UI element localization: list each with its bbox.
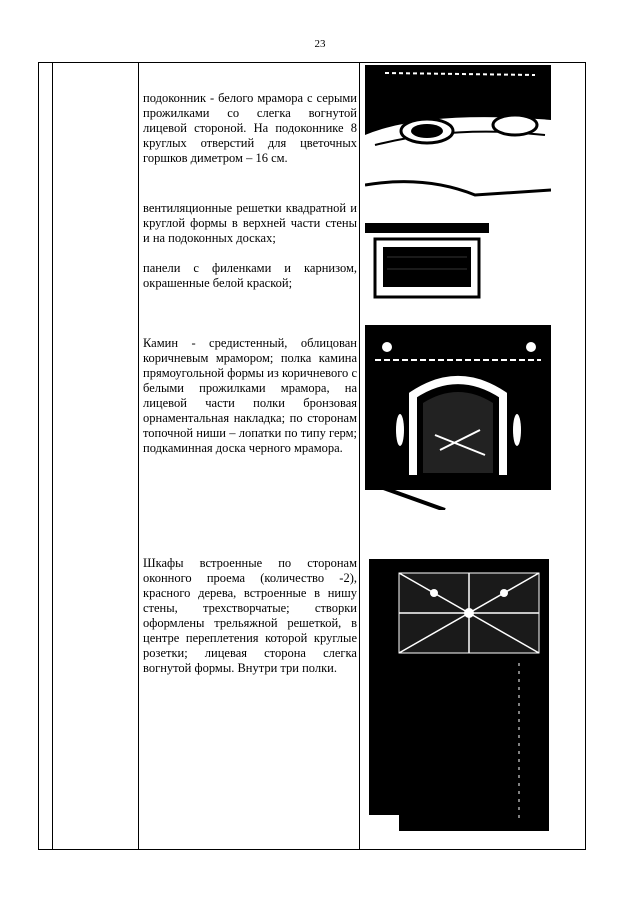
page-number: 23 bbox=[314, 38, 326, 50]
column-divider bbox=[138, 63, 139, 849]
column-divider bbox=[52, 63, 53, 849]
inventory-table bbox=[38, 62, 586, 850]
description-fireplace: Камин - средистенный, облицован коричневым мрамором; полка камина прямоугольной формы из коричневого с белыми прожилками мрамора, на лицевой части полки бронзовая орнаментальная накладка; по сторонам топочной ниши – лопатки по типу герм; подкаминная доска черного мрамора. bbox=[143, 336, 357, 455]
description-wall-panels: панели с филенками и карнизом, окрашенные белой краской; bbox=[143, 261, 357, 290]
window-sill-photo bbox=[365, 65, 551, 210]
fireplace-photo bbox=[365, 325, 551, 510]
description-built-in-cabinets: Шкафы встроенные по сторонам оконного проема (количество -2), красного дерева, встроенные в нишу стены, трехстворчатые; створки оформлены трельяжной решеткой, в центре переплетения которой круглые розетки; лицевая сторона слегка вогнутой формы. Внутри три полки. bbox=[143, 556, 357, 675]
built-in-cabinet-photo bbox=[369, 553, 549, 831]
ventilation-grille-photo bbox=[365, 223, 489, 305]
description-window-sill: подоконник - белого мрамора с серыми прожилками со слегка вогнутой лицевой стороной. На подоконнике 8 круглых отверстий для цветочных горшков диметром – 16 см. bbox=[143, 91, 357, 165]
description-ventilation-grilles: вентиляционные решетки квадратной и круглой формы в верхней части стены и на подоконных досках; bbox=[143, 201, 357, 245]
column-divider bbox=[359, 63, 360, 849]
